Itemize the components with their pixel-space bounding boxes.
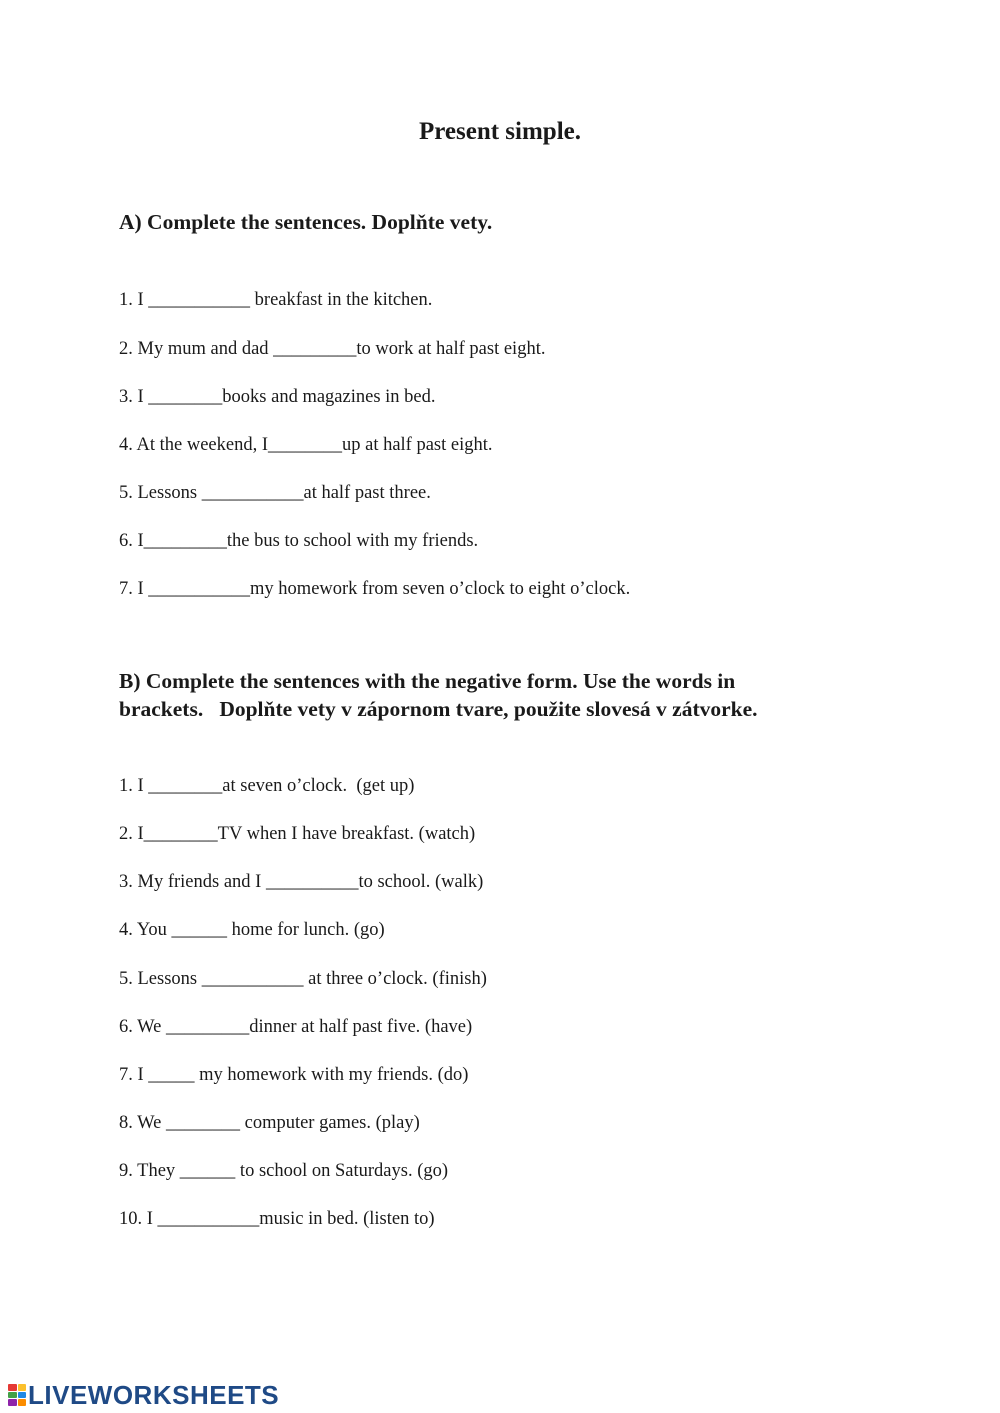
section-b-item-7: 7. I _____ my homework with my friends. (do) <box>119 1065 469 1085</box>
section-b-heading-line-1: B) Complete the sentences with the negative form. Use the words in <box>119 669 736 693</box>
section-b-item-9: 9. They ______ to school on Saturdays. (go) <box>119 1161 449 1181</box>
page-title: Present simple. <box>418 118 581 145</box>
section-b-item-1: 1. I ________at seven o’clock. (get up) <box>119 776 415 796</box>
section-a-heading: A) Complete the sentences. Doplňte vety. <box>119 210 493 234</box>
section-b-item-6: 6. We _________dinner at half past five. (have) <box>119 1017 473 1037</box>
section-b-item-10: 10. I ___________music in bed. (listen to) <box>119 1209 435 1229</box>
section-a-item-6: 6. I_________the bus to school with my friends. <box>119 531 479 551</box>
section-b-item-3: 3. My friends and I __________to school. (walk) <box>119 872 484 892</box>
section-b-item-8: 8. We ________ computer games. (play) <box>119 1113 420 1133</box>
section-a-item-5: 5. Lessons ___________at half past three. <box>119 483 431 503</box>
brand-name: LIVEWORKSHEETS <box>28 1379 280 1410</box>
section-b-heading <box>119 667 859 723</box>
liveworksheets-footer <box>8 1379 280 1410</box>
section-a-item-3: 3. I ________books and magazines in bed. <box>119 387 436 407</box>
logo-block <box>8 1392 17 1399</box>
section-a-item-1: 1. I ___________ breakfast in the kitchen. <box>119 290 433 310</box>
section-a-item-4: 4. At the weekend, I________up at half past eight. <box>119 435 493 455</box>
logo-block <box>8 1399 17 1406</box>
section-a-item-7: 7. I ___________my homework from seven o’clock to eight o’clock. <box>119 579 631 599</box>
logo-block <box>18 1392 27 1399</box>
liveworksheets-logo-icon <box>8 1384 26 1406</box>
logo-block <box>18 1399 27 1406</box>
section-b-item-4: 4. You ______ home for lunch. (go) <box>119 920 385 940</box>
section-b-item-5: 5. Lessons ___________ at three o’clock. (finish) <box>119 969 487 989</box>
logo-block <box>8 1384 17 1391</box>
section-a-item-2: 2. My mum and dad _________to work at half past eight. <box>119 339 546 359</box>
section-b-heading-line-2: brackets. Doplňte vety v zápornom tvare, použite slovesá v zátvorke. <box>119 697 758 721</box>
section-b-item-2: 2. I________TV when I have breakfast. (watch) <box>119 824 476 844</box>
logo-block <box>18 1384 27 1391</box>
